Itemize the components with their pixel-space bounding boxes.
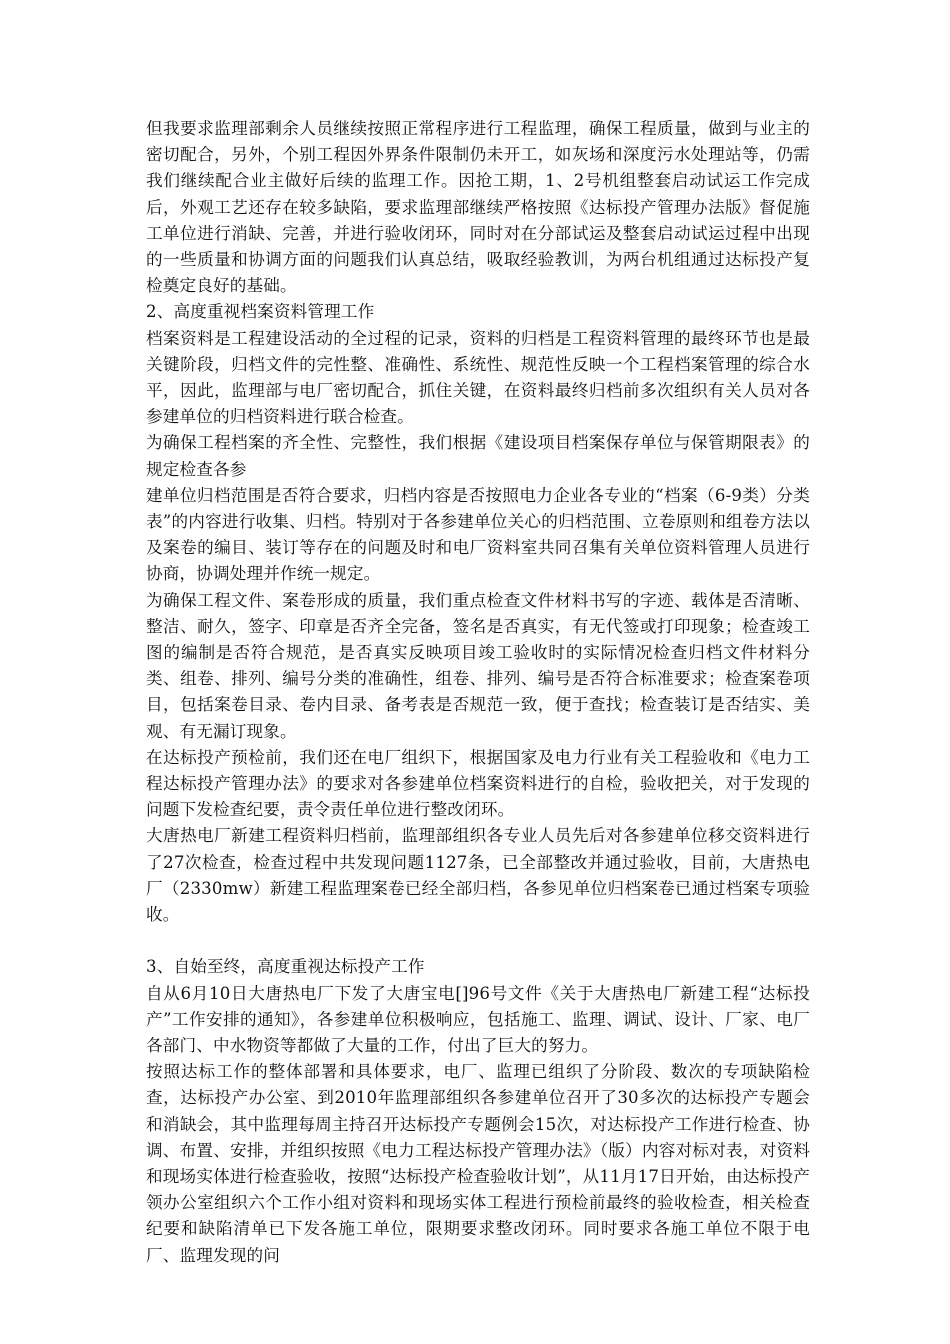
- paragraph-archives-overview: 档案资料是工程建设活动的全过程的记录，资料的归档是工程资料管理的最终环节也是最关键阶段，归档文件的完性整、准确性、系统性、规范性反映一个工程档案管理的综合水平，因此，监理部与电厂密切配合，抓住关键，在资料最终归档前多次组织有关人员对各参建单位的归档资料进行联合检查。: [146, 328, 810, 427]
- paragraph-archives-scope: 建单位归档范围是否符合要求，归档内容是否按照电力企业各专业的“档案（6-9类）分类表”的内容进行收集、归档。特别对于各参建单位关心的归档范围、立卷原则和组卷方法以及案卷的编目、装订等存在的问题及时和电厂资料室共同召集有关单位资料管理人员进行协商，协调处理并作统一规定。: [146, 485, 810, 584]
- paragraph-archives-completeness: 为确保工程档案的齐全性、完整性，我们根据《建设项目档案保存单位与保管期限表》的规定检查各参: [146, 433, 810, 479]
- section-heading-archives: 2、高度重视档案资料管理工作: [146, 302, 375, 322]
- paragraph-standards-notice: 自从6月10日大唐热电厂下发了大唐宝电[]96号文件《关于大唐热电厂新建工程“达标投产”工作安排的通知》，各参建单位积极响应，包括施工、监理、调试、设计、厂家、电厂各部门、中水物资等都做了大量的工作，付出了巨大的努力。: [146, 983, 810, 1055]
- paragraph-pre-inspection: 在达标投产预检前，我们还在电厂组织下，根据国家及电力行业有关工程验收和《电力工程达标投产管理办法》的要求对各参建单位档案资料进行的自检，验收把关，对于发现的问题下发检查纪要，责令责任单位进行整改闭环。: [146, 747, 810, 820]
- paragraph-standards-work: 按照达标工作的整体部署和具体要求，电厂、监理已组织了分阶段、数次的专项缺陷检查，达标投产办公室、到2010年监理部组织各参建单位召开了30多次的达标投产专题会和消缺会，其中监理每周主持召开达标投产专题例会15次，对达标投产工作进行检查、协调、布置、安排，并组织按照《电力工程达标投产管理办法》（版）内容对标对表，对资料和现场实体进行检查验收，按照“达标投产检查验收计划”，从11月17日开始，由达标投产领办公室组织六个工作小组对资料和现场实体工程进行预检前最终的验收检查，相关检查纪要和缺陷清单已下发各施工单位，限期要求整改闭环。同时要求各施工单位不限于电厂、监理发现的问: [146, 1062, 810, 1265]
- paragraph-followup-supervision: 但我要求监理部剩余人员继续按照正常程序进行工程监理，确保工程质量，做到与业主的密切配合，另外，个别工程因外界条件限制仍未开工，如灰场和深度污水处理站等，仍需我们继续配合业主做好后续的监理工作。因抢工期，1、2号机组整套启动试运工作完成后，外观工艺还存在较多缺陷，要求监理部继续严格按照《达标投产管理办法版》督促施工单位进行消缺、完善，并进行验收闭环，同时对在分部试运及整套启动试运过程中出现的一些质量和协调方面的问题我们认真总结，吸取经验教训，为两台机组通过达标投产复检奠定良好的基础。: [146, 119, 810, 296]
- paragraph-archives-quality-check: 为确保工程文件、案卷形成的质量，我们重点检查文件材料书写的字迹、载体是否清晰、整洁、耐久，签字、印章是否齐全完备，签名是否真实，有无代签或打印现象；检查竣工图的编制是否符合规范，是否真实反映项目竣工验收时的实际情况检查归档文件材料分类、组卷、排列、编号分类的准确性，组卷、排列、编号是否符合标准要求；检查案卷项目，包括案卷目录、卷内目录、备考表是否规范一致，便于查找；检查装订是否结实、美观、有无漏订现象。: [146, 590, 810, 741]
- paragraph-archive-results: 大唐热电厂新建工程资料归档前，监理部组织各专业人员先后对各参建单位移交资料进行了27次检查，检查过程中共发现问题1127条，已全部整改并通过验收，目前，大唐热电厂（2330mw）新建工程监理案卷已经全部归档，各参见单位归档案卷已通过档案专项验收。: [146, 826, 810, 925]
- document-body: [146, 116, 810, 1269]
- blank-line: [146, 928, 810, 954]
- section-heading-standards: 3、自始至终，高度重视达标投产工作: [146, 957, 425, 977]
